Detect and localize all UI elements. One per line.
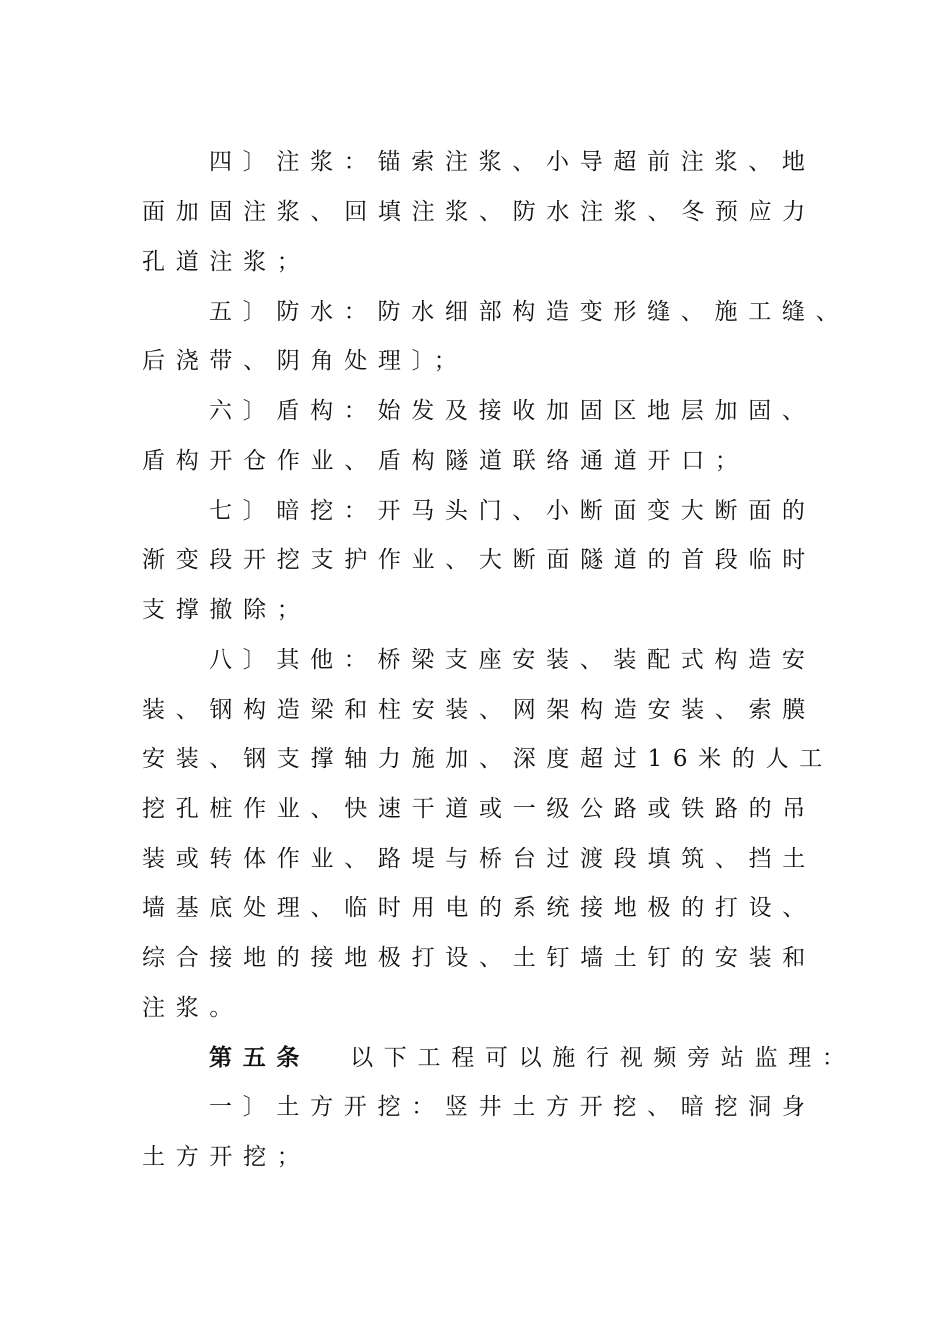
paragraph-7-line-3: 支撑撤除；	[142, 597, 311, 623]
paragraph-7-line-1: 七〕暗挖：开马头门、小断面变大断面的	[209, 498, 816, 524]
article-5-line	[209, 1038, 856, 1078]
article-heading: 第五条	[209, 1044, 311, 1071]
item-1-line-1: 一〕土方开挖：竖井土方开挖、暗挖洞身	[209, 1094, 816, 1120]
paragraph-6-line-1: 六〕盾构：始发及接收加固区地层加固、	[209, 398, 816, 424]
paragraph-8-line-2: 装、钢构造梁和柱安装、网架构造安装、索膜	[142, 697, 816, 723]
paragraph-8-line-5: 装或转体作业、路堤与桥台过渡段填筑、挡土	[142, 846, 816, 872]
paragraph-8-line-7: 综合接地的接地极打设、土钉墙土钉的安装和	[142, 945, 816, 971]
paragraph-8-line-4: 挖孔桩作业、快速干道或一级公路或铁路的吊	[142, 796, 816, 822]
paragraph-4-line-1: 四〕注浆：锚索注浆、小导超前注浆、地	[209, 149, 816, 175]
item-1-line-2: 土方开挖；	[142, 1144, 311, 1170]
article-5-text: 以下工程可以施行视频旁站监理：	[350, 1045, 856, 1071]
paragraph-7-line-2: 渐变段开挖支护作业、大断面隧道的首段临时	[142, 547, 816, 573]
paragraph-4-line-2: 面加固注浆、回填注浆、防水注浆、冬预应力	[142, 199, 816, 225]
paragraph-6-line-2: 盾构开仓作业、盾构隧道联络通道开口；	[142, 448, 749, 474]
paragraph-8-line-8: 注浆。	[142, 995, 244, 1021]
paragraph-8-line-1: 八〕其他：桥梁支座安装、装配式构造安	[209, 647, 816, 673]
paragraph-8-line-3: 安装、钢支撑轴力施加、深度超过16米的人工	[142, 746, 833, 772]
paragraph-5-line-2: 后浇带、阴角处理〕；	[142, 348, 468, 374]
paragraph-5-line-1: 五〕防水：防水细部构造变形缝、施工缝、	[209, 299, 850, 325]
paragraph-8-line-6: 墙基底处理、临时用电的系统接地极的打设、	[142, 895, 816, 921]
paragraph-4-line-3: 孔道注浆；	[142, 249, 311, 275]
